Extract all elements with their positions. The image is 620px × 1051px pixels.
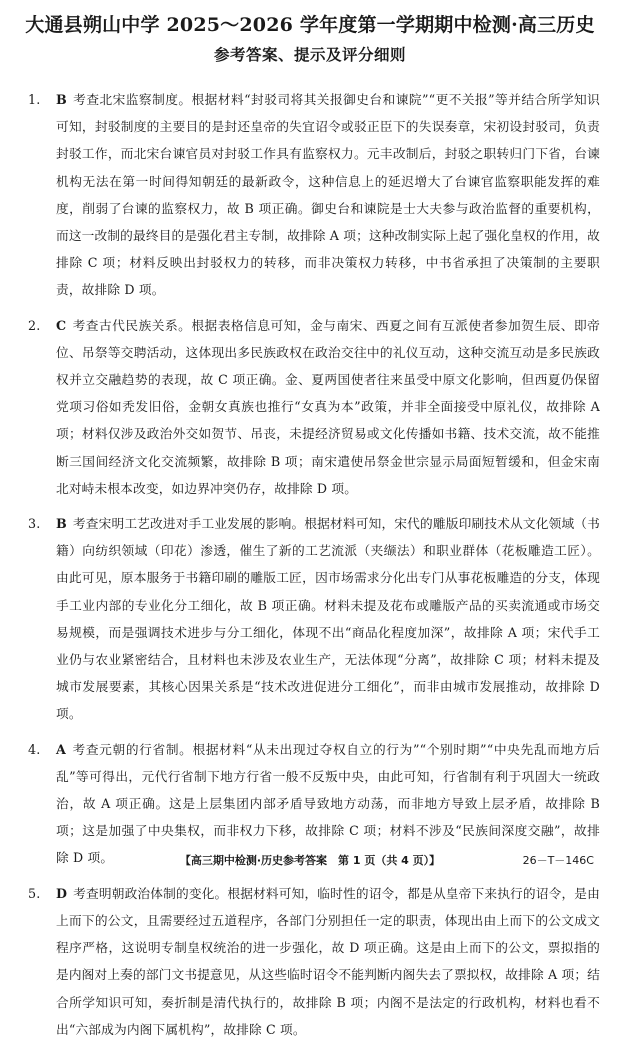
answer-paragraph (28, 86, 600, 304)
question-number: 2. (28, 317, 41, 333)
explanation-text: 考查北宋监察制度。根据材料“封驳司将其关报御史台和谏院”“更不关报”等并结合所学知识可知，封驳制度的主要目的是封还皇帝的失宜诏令或驳正臣下的失误奏章，宋初设封驳司，负责封驳工作，而北宋台谏官员对封驳工作具有监察权力。元丰改制后，封驳之职转归门下省，台谏机构无法在第一时间得知朝廷的最新政令，这种信息上的延迟增大了台谏官监察职能发挥的难度，削弱了台谏的监察权力，故 B 项正确。御史台和谏院是士大夫参与政治监督的重要机构，而这一改制的最终目的是强化君主专制，故排除 A 项；这种改制实际上起了强化皇权的作用，故排除 C 项；材料反映出封驳权力的转移，而非决策权力转移，中书省承担了决策制的主要职责，故排除 D 项。 (56, 92, 601, 298)
answer-letter: B (56, 92, 67, 107)
footer-exam-code: 26－T－146C (522, 854, 594, 867)
page-title: 大通县朔山中学 2025～2026 学年度第一学期期中检测·高三历史 (25, 14, 595, 36)
question-number: 5. (28, 885, 41, 901)
answer-letter: D (56, 885, 68, 901)
page-subtitle: 参考答案、提示及评分细则 (213, 46, 406, 64)
page-footer (0, 852, 620, 872)
answer-item-2 (28, 312, 600, 502)
answer-letter: C (56, 317, 67, 333)
explanation-text: 考查宋明工艺改进对手工业发展的影响。根据材料可知，宋代的雕版印刷技术从文化领域（书籍）向纺织领域（印花）渗透，催生了新的工艺流派（夹缬法）和职业群体（花板雕造工匠）。由此可见，原本服务于书籍印刷的雕版工匠，因市场需求分化出专门从事花板雕造的分支，体现手工业内部的专业化分工细化，故 B 项正确。材料未提及花布或雕版产品的买卖流通或市场交易规模，而是强调技术进步与分工细化，体现不出“商品化程度加深”，故排除 A 项；宋代手工业仍与农业紧密结合，且材料也未涉及农业生产，无法体现“分离”，故排除 C 项；材料未提及城市发展要素，其核心因果关系是“技术改进促进分工细化”，而非由城市发展推动，故排除 D 项。 (56, 516, 600, 722)
footer-page-info: 【高三期中检测·历史参考答案 第 1 页（共 4 页）】 (179, 854, 441, 867)
answer-paragraph (28, 312, 600, 502)
answer-item-3 (28, 510, 600, 728)
answer-item-5 (28, 880, 600, 1043)
answer-paragraph (28, 880, 600, 1043)
question-number: 3. (28, 516, 41, 532)
explanation-text: 考查古代民族关系。根据表格信息可知，金与南宋、西夏之间有互派使者参加贺生辰、即帝位、吊祭等交聘活动，这体现出多民族政权在政治交往中的礼仪互动，这种交流互动是多民族政权并立交融趋势的表现，故 C 项正确。金、夏两国使者往来虽受中原文化影响，但西夏仍保留党项习俗如秃发旧俗，金朝女真族也推行“女真为本”政策，并非全面接受中原礼仪，故排除 A 项；材料仅涉及政治外交如贺节、吊丧，未提经济贸易或文化传播如书籍、技术交流，故不能推断三国间经济文化交流频繁，故排除 B 项；南宋遣使吊祭金世宗显示局面短暂缓和，但金宋南北对峙未根本改变，如边界冲突仍存，故排除 D 项。 (56, 317, 600, 496)
answer-paragraph (28, 510, 600, 728)
answer-letter: B (56, 516, 67, 532)
answer-item-1 (28, 86, 600, 304)
answer-list (28, 86, 600, 1051)
question-number: 4. (28, 741, 41, 757)
explanation-text: 考查明朝政治体制的变化。根据材料可知，临时性的诏令，都是从皇帝下来执行的诏令，是由上而下的公文，且需要经过五道程序，各部门分别担任一定的职责，体现出由上而下的公文成文程序严格，这说明专制皇权统治的进一步强化，故 D 项正确。这是由上而下的公文，票拟指的是内阁对上奏的部门文书提意见，从这些临时诏令不能判断内阁失去了票拟权，故排除 A 项；结合所学知识可知，奏折制是清代执行的，故排除 B 项；内阁不是法定的行政机构，材料也看不出“六部成为内阁下属机构”，故排除 C 项。 (56, 885, 601, 1037)
explanation-text: 考查元朝的行省制。根据材料“从未出现过夺权自立的行为”“个别时期”“中央先乱而地方后乱”等可得出，元代行省制下地方行省一般不反叛中央，由此可知，行省制有利于巩固大一统政治，故 A 项正确。这是上层集团内部矛盾导致地方动荡，而非地方导致上层矛盾，故排除 B 项；这是加强了中央集权，而非权力下移，故排除 C 项；材料不涉及“民族间深度交融”，故排除 D 项。 (56, 741, 600, 866)
question-number: 1. (28, 92, 41, 107)
answer-letter: A (56, 741, 66, 757)
